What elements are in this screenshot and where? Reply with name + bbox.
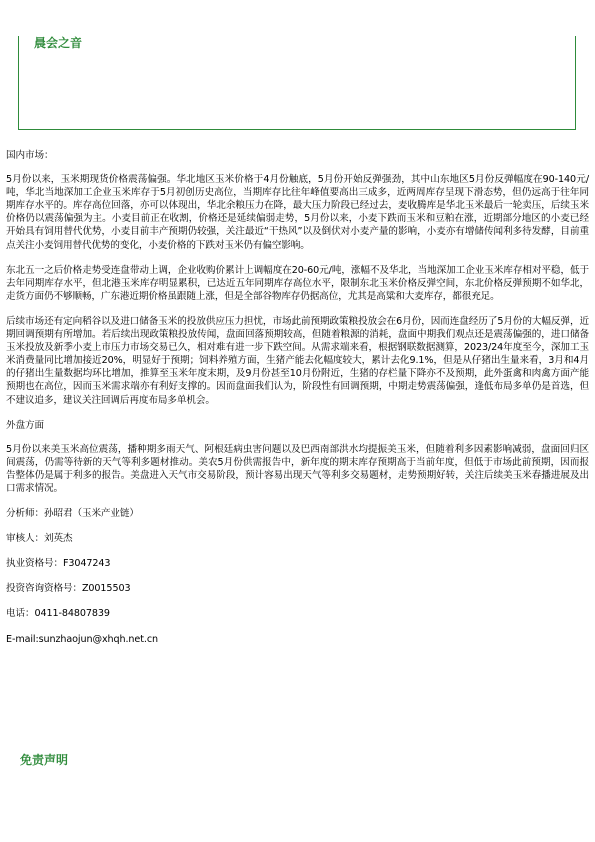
consult-license-line: 投资咨询资格号：Z0015503 bbox=[6, 583, 131, 595]
paragraph-domestic-2: 东北五一之后价格走势受连盘带动上调，企业收购价累计上调幅度在20-60元/吨，涨幅不及华北，当地深加工企业玉米库存相对平稳，低于去年同期库存水平，但北港玉米库存明显累积，已达近五年同期库存高位水平，限制东北玉米价格反弹空间，东北价格反弹预期不如华北，走货方面仍不够顺畅，广东港近期价格虽跟随上涨，但是全部谷物库存仍据高位，尤其是高粱和大麦库存，都很充足。 bbox=[6, 264, 589, 302]
paragraph-domestic-3: 后续市场还有定向稻谷以及进口储备玉米的投放供应压力担忧，市场此前预期政策粮投放会在6月份，因而连盘经历了5月份的大幅反弹，近期回调预期有所增加。若后续出现政策粮投放传闻，盘面回落预期较高，但随着粮源的消耗，盘面中期我们观点还是震荡偏强的，进口储备玉米投放及新季小麦上市压力市场交易已久，相对难有进一步下跌空间。从需求端来看，根据钢联数据测算，2023/24年度至今，深加工玉米消费量同比增加接近20%，明显好于预期；饲料养殖方面，生猪产能去化幅度较大，累计去化9.1%，但是从仔猪出生量来看，3月和4月的仔猪出生量数据均环比增加，推算至玉米年度末期，及9月份甚至10月份附近，生猪的存栏量下降亦不及预期，此外蛋禽和肉禽方面产能预期也在高位，因而玉米需求端亦有利好支撑的。因而盘面我们认为，阶段性有回调预期，中期走势震荡偏强，逢低布局多单仍是首选，但不建议追多，建议关注回调后再度布局多单机会。 bbox=[6, 315, 589, 406]
license-line: 执业资格号：F3047243 bbox=[6, 558, 111, 570]
disclaimer-title: 免责声明 bbox=[20, 753, 69, 767]
phone-line: 电话：0411-84807839 bbox=[6, 608, 110, 620]
section-title: 晨会之音 bbox=[34, 36, 83, 50]
paragraph-overseas: 5月份以来美玉米高位震荡，播种期多雨天气、阿根廷病虫害问题以及巴西南部洪水均提振美玉米，但随着利多因素影响减弱，盘面回归区间震荡，仍需等待新的天气等利多题材推动。美农5月份供需报告中，新年度的期末库存预期高于当前年度，但低于市场此前预期，因而报告整体仍是属于利多的报告。美盘进入天气市交易阶段，预计容易出现天气等利多交易题材，走势预期好转，关注后续美玉米春播进展及出口需求情况。 bbox=[6, 443, 589, 494]
section-frame bbox=[18, 36, 576, 130]
reviewer-line: 审核人：刘英杰 bbox=[6, 533, 73, 545]
paragraph-domestic-1: 5月份以来，玉米期现货价格震荡偏强。华北地区玉米价格于4月份触底，5月份开始反弹强劲，其中山东地区5月份反弹幅度在90-140元/吨，华北当地深加工企业玉米库存于5月初创历史高位，当期库存比往年峰值要高出三成多，近两周库存呈现下滑态势，但仍远高于往年同期库存水平的。库存高位回落，亦可以体现出，华北余粮压力在降，最大压力阶段已经过去，麦收腾库是华北玉米最后一轮卖压，后续玉米价格仍以震荡偏强为主。小麦目前正在收割，价格还是延续偏弱走势，5月份以来，小麦下跌而玉米和豆粕在涨，近期部分地区的小麦已经开始具有饲用替代优势，小麦目前丰产预期仍较强，关注最近“干热风”以及倒伏对小麦产量的影响，小麦亦有增储传闻利多待发酵，目前重点关注小麦饲用替代优势的变化，小麦价格的下跌对玉米仍有偏空影响。 bbox=[6, 174, 589, 251]
analyst-line: 分析师：孙昭君（玉米产业链） bbox=[6, 508, 139, 520]
overseas-heading: 外盘方面 bbox=[6, 419, 44, 431]
domestic-heading: 国内市场： bbox=[6, 150, 54, 161]
report-content bbox=[6, 149, 589, 646]
email-line: E-mail:sunzhaojun@xhqh.net.cn bbox=[6, 633, 158, 645]
